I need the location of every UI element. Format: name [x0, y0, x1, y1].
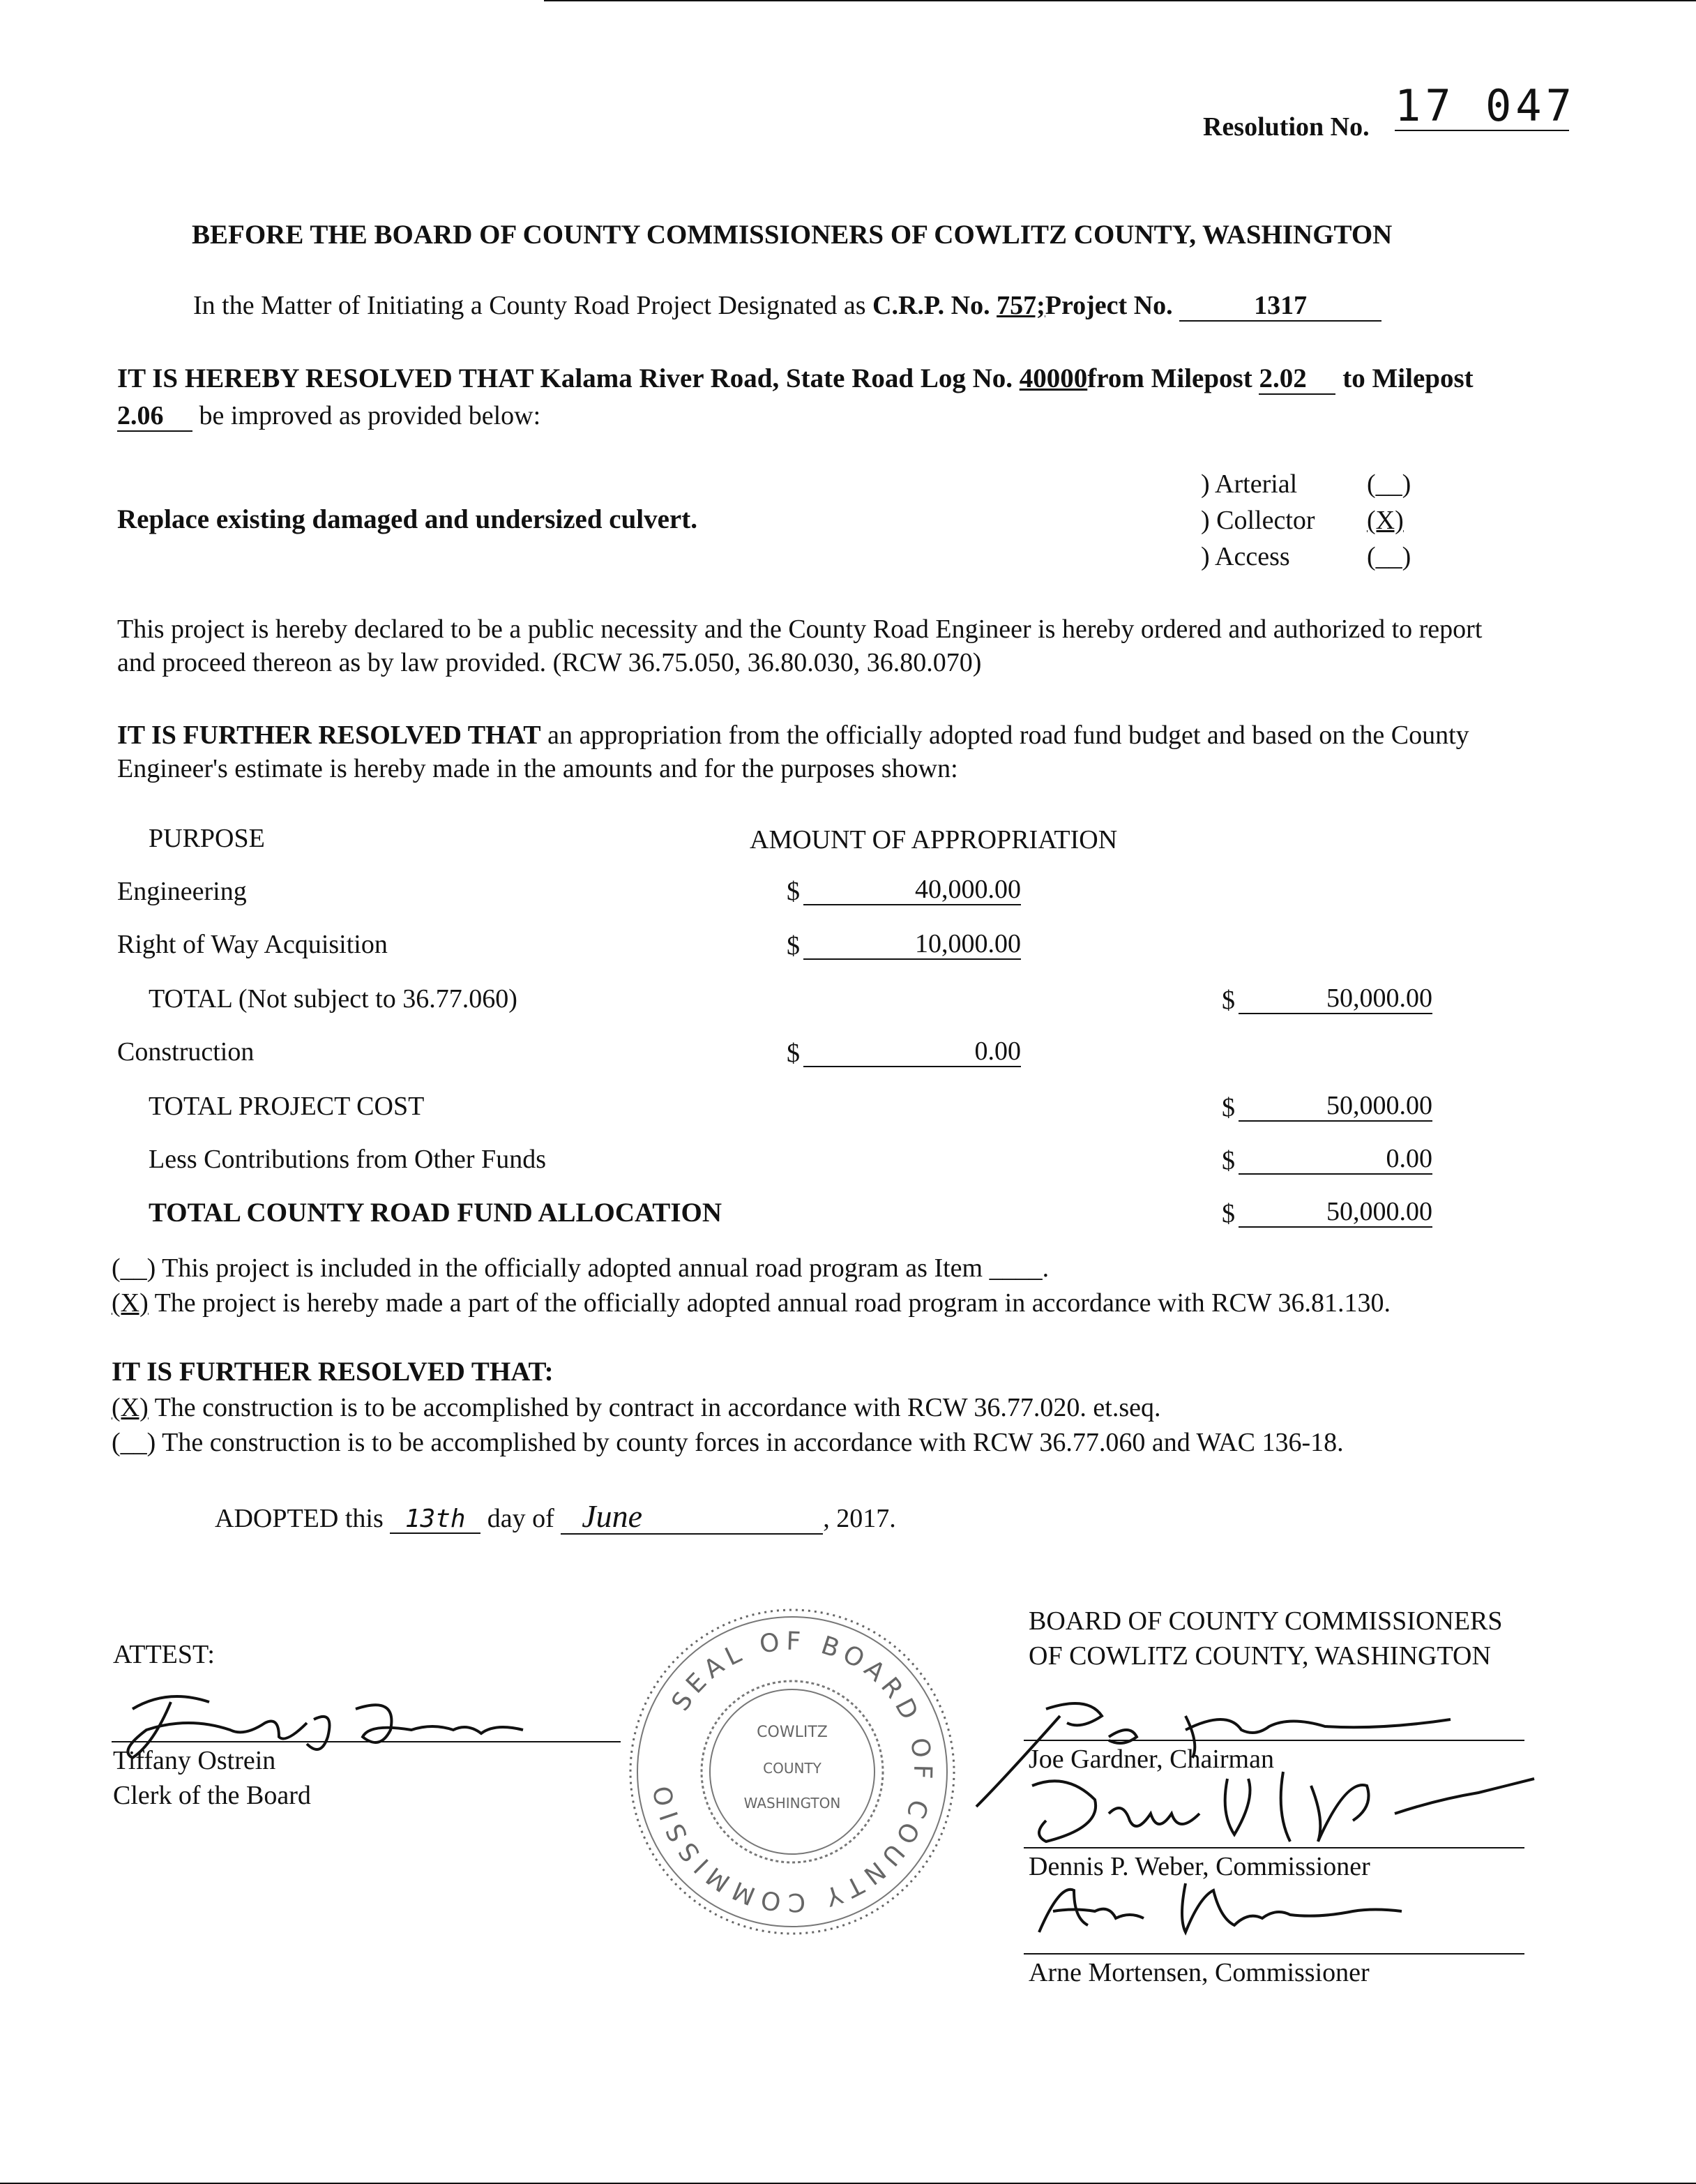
matter-prefix: In the Matter of Initiating a County Road Project Designated as	[193, 291, 866, 320]
construction-text-1: The construction is to be accomplished by contract in accordance with RCW 36.77.020. et.seq.	[154, 1393, 1161, 1422]
class-access-mark: (__)	[1367, 542, 1411, 571]
resolved-tail: be improved as provided below:	[199, 401, 541, 430]
row-row-currency: $	[787, 931, 800, 961]
adopted-prefix: ADOPTED this	[215, 1504, 384, 1533]
row-total-cost-amount: 50,000.00	[1239, 1092, 1432, 1122]
program-text-1: This project is included in the officially adopted annual road program as Item ____.	[162, 1253, 1050, 1283]
adopted-middle: day of	[487, 1504, 554, 1533]
program-mark-2: (X)	[112, 1288, 149, 1318]
appropriation-line-1	[117, 720, 1469, 751]
page-title: BEFORE THE BOARD OF COUNTY COMMISSIONERS OF COWLITZ COUNTY, WASHINGTON	[192, 220, 1393, 250]
row-total-ns-currency: $	[1222, 986, 1235, 1015]
log-number: 40000	[1019, 363, 1088, 393]
signer-mortensen: Arne Mortensen, Commissioner	[1029, 1958, 1370, 1987]
board-line-1: BOARD OF COUNTY COMMISSIONERS	[1029, 1606, 1503, 1636]
attest-signature-line	[112, 1741, 621, 1742]
row-engineering-amount: 40,000.00	[803, 876, 1021, 905]
resolution-number: 17 047	[1395, 80, 1576, 131]
program-option-1	[112, 1253, 1049, 1283]
row-contrib-currency: $	[1222, 1146, 1235, 1175]
attest-name: Tiffany Ostrein	[113, 1746, 276, 1775]
row-contrib-amount: 0.00	[1239, 1145, 1432, 1175]
adopted-line	[215, 1500, 896, 1535]
construction-option-2	[112, 1427, 1344, 1458]
row-fund-amount: 50,000.00	[1239, 1198, 1432, 1228]
project-label: Project No.	[1045, 291, 1173, 320]
construction-mark-1: (X)	[112, 1393, 149, 1422]
row-fund-label: TOTAL COUNTY ROAD FUND ALLOCATION	[149, 1198, 722, 1228]
project-number: 1317	[1179, 292, 1381, 322]
class-collector-mark: (X)	[1367, 506, 1404, 535]
seal-inner-line-1: COWLITZ	[757, 1724, 828, 1741]
resolution-label: Resolution No.	[1203, 112, 1370, 142]
adopted-year: , 2017.	[823, 1504, 896, 1533]
mortensen-signature	[1025, 1869, 1416, 1946]
matter-line	[193, 290, 1381, 322]
row-contrib-label: Less Contributions from Other Funds	[149, 1145, 546, 1174]
gardner-signature-line	[1024, 1740, 1524, 1741]
resolved-lead: IT IS HEREBY RESOLVED THAT Kalama River Road, State Road Log No.	[117, 363, 1013, 393]
appropriation-line-2: Engineer's estimate is hereby made in the amounts and for the purposes shown:	[117, 754, 958, 783]
signer-gardner: Joe Gardner, Chairman	[1029, 1745, 1274, 1774]
row-row-label: Right of Way Acquisition	[117, 930, 388, 959]
construction-option-1	[112, 1392, 1161, 1423]
seal-outer-text: SEAL OF BOARD OF COUNTY COMMISSIONERS	[612, 1582, 937, 1917]
board-line-2: OF COWLITZ COUNTY, WASHINGTON	[1029, 1641, 1491, 1671]
necessity-line-2: and proceed thereon as by law provided. (RCW 36.75.050, 36.80.030, 36.80.070)	[117, 648, 982, 677]
crp-number: 757;	[997, 291, 1045, 320]
row-engineering-currency: $	[787, 877, 800, 906]
from-label: from Milepost	[1087, 363, 1252, 393]
adopted-month: June	[561, 1500, 823, 1535]
row-construction-label: Construction	[117, 1037, 255, 1067]
weber-signature-line	[1024, 1847, 1524, 1848]
signer-weber: Dennis P. Weber, Commissioner	[1029, 1852, 1370, 1881]
appropriation-lead: IT IS FURTHER RESOLVED THAT	[117, 721, 541, 750]
adopted-day: 13th	[390, 1506, 480, 1534]
attest-title: Clerk of the Board	[113, 1781, 311, 1810]
program-option-2	[112, 1288, 1391, 1318]
col-amount-header: AMOUNT OF APPROPRIATION	[750, 825, 1118, 854]
resolved-line	[117, 363, 1474, 395]
seal-inner-line-2: COUNTY	[763, 1760, 821, 1777]
project-description: Replace existing damaged and undersized culvert.	[117, 504, 697, 534]
class-arterial-label: ) Arterial	[1201, 469, 1298, 499]
mortensen-signature-line	[1024, 1953, 1524, 1955]
row-total-ns-amount: 50,000.00	[1239, 985, 1432, 1014]
county-seal	[612, 1582, 960, 1939]
row-construction-currency: $	[787, 1039, 800, 1068]
row-total-cost-label: TOTAL PROJECT COST	[149, 1092, 425, 1121]
seal-inner-line-3: WASHINGTON	[743, 1795, 841, 1812]
to-milepost: 2.06	[117, 402, 192, 432]
crp-label: C.R.P. No.	[872, 291, 990, 320]
from-milepost: 2.02	[1259, 365, 1335, 395]
class-collector-label: ) Collector	[1201, 506, 1315, 535]
construction-heading: IT IS FURTHER RESOLVED THAT:	[112, 1357, 554, 1387]
row-total-cost-currency: $	[1222, 1093, 1235, 1122]
construction-text-2: The construction is to be accomplished by county forces in accordance with RCW 36.77.060 and WAC 136-18.	[162, 1428, 1344, 1457]
program-text-2: The project is hereby made a part of the officially adopted annual road program in accordance with RCW 36.81.130.	[154, 1288, 1391, 1318]
to-label: to Milepost	[1342, 363, 1474, 393]
class-access-label: ) Access	[1201, 542, 1290, 571]
row-row-amount: 10,000.00	[803, 931, 1021, 960]
top-edge-line	[544, 0, 1696, 1]
row-construction-amount: 0.00	[803, 1038, 1021, 1067]
necessity-line-1: This project is hereby declared to be a public necessity and the County Road Engineer is hereby ordered and authorized to report	[117, 615, 1483, 644]
class-arterial-mark: (__)	[1367, 469, 1411, 499]
construction-mark-2: (__)	[112, 1428, 156, 1457]
resolved-line-2	[117, 400, 540, 432]
appropriation-text: an appropriation from the officially adopted road fund budget and based on the County	[547, 721, 1469, 750]
row-fund-currency: $	[1222, 1199, 1235, 1228]
attest-label: ATTEST:	[113, 1640, 215, 1669]
col-purpose-header: PURPOSE	[149, 824, 265, 853]
row-engineering-label: Engineering	[117, 877, 247, 906]
svg-text:SEAL OF BOARD OF COUNTY COMMIS	[613, 1582, 937, 1916]
program-mark-1: (__)	[112, 1253, 156, 1283]
row-total-ns-label: TOTAL (Not subject to 36.77.060)	[149, 984, 517, 1014]
